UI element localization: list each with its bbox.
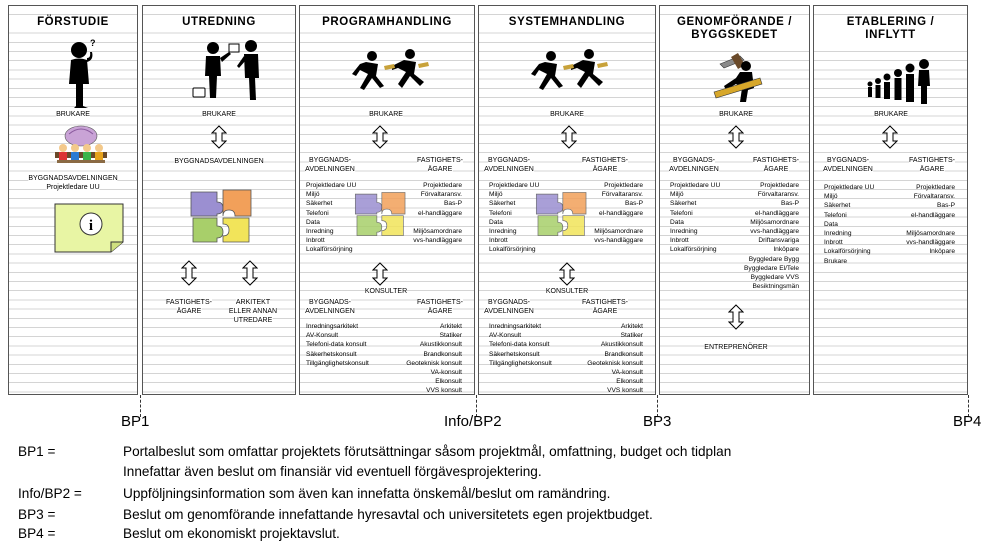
consultant-item: Telefoni-data konsult xyxy=(489,341,550,349)
milestone-bp2: Info/BP2 xyxy=(444,413,502,430)
consultant-item: Elkonsult xyxy=(616,378,643,386)
role-item: Säkerhet xyxy=(306,200,333,208)
role-item: el-handläggare xyxy=(599,209,643,217)
byggnads-label: BYGGNADS- xyxy=(308,299,352,306)
brukare-label: BRUKARE xyxy=(719,111,753,118)
column-title: FÖRSTUDIE xyxy=(9,15,137,30)
role-item: Lokalförsörjning xyxy=(489,246,536,254)
role-item: Data xyxy=(670,218,684,226)
byggnadsavdelningen-label: BYGGNADSAVDELNINGEN xyxy=(28,175,118,182)
consultant-item: Arkitekt xyxy=(440,323,462,330)
role-item: Projektledare UU xyxy=(306,182,357,189)
column-title-line: BYGGSKEDET xyxy=(691,29,778,41)
avdelningen-label: AVDELNINGEN xyxy=(823,166,873,173)
info-note-icon xyxy=(53,202,125,254)
byggnadsavdelningen-label: BYGGNADSAVDELNINGEN xyxy=(174,158,264,165)
agare-label: ÄGARE xyxy=(763,166,789,173)
role-list-byggnads xyxy=(670,181,720,255)
consultant-item: Inredningsarkitekt xyxy=(489,323,542,330)
role-item: Miljösamordnare xyxy=(750,218,799,226)
consultant-item: Tillgänglighetskonsult xyxy=(489,359,552,367)
legend-text: Beslut om ekonomiskt projektavslut. xyxy=(123,526,340,541)
column-title-line: INFLYTT xyxy=(865,29,916,41)
agare-label: ÄGARE xyxy=(427,308,453,315)
meeting-group-icon xyxy=(49,124,113,170)
role-list-fastighets xyxy=(906,183,955,257)
role-item: Förvaltaransv. xyxy=(757,191,799,199)
role-item: Säkerhet xyxy=(670,200,697,208)
consultant-item: VVS konsult xyxy=(426,387,462,395)
role-item: Förvaltaransv. xyxy=(420,191,462,199)
legend-key: BP3 = xyxy=(18,507,56,522)
avdelningen-label: AVDELNINGEN xyxy=(305,308,355,315)
fastighets-label: FASTIGHETS- xyxy=(909,157,955,164)
avdelningen-label: AVDELNINGEN xyxy=(484,166,534,173)
role-item: Data xyxy=(489,218,503,226)
avdelningen-label: AVDELNINGEN xyxy=(669,166,719,173)
role-item: Miljösamordnare xyxy=(906,229,955,237)
role-item: el-handläggare xyxy=(911,211,955,219)
consultant-item: Telefoni-data konsult xyxy=(306,341,367,349)
role-item: Inredning xyxy=(489,227,517,235)
double-arrow-icon xyxy=(882,125,898,149)
legend-key: BP4 = xyxy=(18,526,56,541)
consultant-item: Brandkonsult xyxy=(604,350,643,358)
role-item: Projektledare xyxy=(760,182,799,189)
discussing-people-icon xyxy=(191,38,269,102)
byggnads-label: BYGGNADS- xyxy=(672,157,716,164)
arkitekt-label: ARKITEKT xyxy=(235,299,271,306)
role-item: vvs-handläggare xyxy=(906,239,955,247)
consultant-item: AV-Konsult xyxy=(489,332,522,340)
konsulter-label: KONSULTER xyxy=(364,288,408,295)
fastighets-label: FASTIGHETS- xyxy=(582,299,628,306)
role-item: Miljö xyxy=(824,193,838,201)
role-item: Miljö xyxy=(306,191,320,199)
byggnads-label: BYGGNADS- xyxy=(487,299,531,306)
role-item: Inredning xyxy=(306,227,334,235)
legend-key: Info/BP2 = xyxy=(18,486,82,501)
consultant-item: Geoteknisk konsult xyxy=(406,359,462,367)
column-title-line: ETABLERING / xyxy=(846,16,935,28)
role-item: Bas-P xyxy=(444,200,462,208)
projektledare-uu-label: Projektledare UU xyxy=(46,184,100,191)
growing-people-icon xyxy=(864,54,940,106)
svg-text:?: ? xyxy=(90,38,96,48)
role-list-fastighets xyxy=(413,181,462,245)
puzzle-icon xyxy=(187,186,257,246)
fastighets-label: FASTIGHETS- xyxy=(582,157,628,164)
role-item: Inbrott xyxy=(306,237,325,245)
agare-label: ÄGARE xyxy=(592,308,618,315)
double-arrow-icon xyxy=(372,262,388,286)
role-list-fastighets xyxy=(594,181,643,245)
byggnads-label: BYGGNADS- xyxy=(487,157,531,164)
column-forstudie xyxy=(8,5,138,395)
role-item: vvs-handläggare xyxy=(750,227,799,235)
role-item: Lokalförsörjning xyxy=(670,246,717,254)
role-item: Miljö xyxy=(489,191,503,199)
column-title: SYSTEMHANDLING xyxy=(479,15,655,30)
agare-label: ÄGARE xyxy=(176,308,202,315)
running-people-icon xyxy=(527,48,611,94)
role-item: Data xyxy=(824,220,838,228)
consultant-item: Inredningsarkitekt xyxy=(306,323,359,330)
legend-text: Uppföljningsinformation som även kan innefatta önskemål/beslut om ramändring. xyxy=(123,486,611,501)
consultant-list-byggnads xyxy=(306,322,369,368)
avdelningen-label: AVDELNINGEN xyxy=(305,166,355,173)
column-title: UTREDNING xyxy=(143,15,295,30)
agare-label: ÄGARE xyxy=(427,166,453,173)
role-item: Inköpare xyxy=(773,246,799,254)
role-item: Telefoni xyxy=(489,209,512,217)
brukare-label: BRUKARE xyxy=(369,111,403,118)
role-item: Besiktningsmän xyxy=(752,283,799,291)
role-item: Miljö xyxy=(670,191,684,199)
role-list-byggnads xyxy=(306,181,356,255)
consultant-item: Akustikkonsult xyxy=(419,341,462,349)
role-item xyxy=(413,218,462,227)
brukare-label: BRUKARE xyxy=(550,111,584,118)
role-item xyxy=(594,218,643,227)
milestone-bp1: BP1 xyxy=(121,413,150,430)
fastighets-label: FASTIGHETS- xyxy=(417,157,463,164)
role-item: Bas-P xyxy=(937,202,955,210)
role-item: Lokalförsörjning xyxy=(306,246,353,254)
role-item: el-handläggare xyxy=(755,209,799,217)
konsulter-label: KONSULTER xyxy=(545,288,589,295)
column-title xyxy=(660,15,809,43)
role-item: Miljösamordnare xyxy=(594,227,643,235)
role-list-byggnads xyxy=(824,183,874,266)
role-item: Driftansvariga xyxy=(758,237,799,245)
role-item: Lokalförsörjning xyxy=(824,248,871,256)
utredare-label: UTREDARE xyxy=(233,317,273,324)
role-list-byggnads xyxy=(489,181,539,255)
role-item: Inbrott xyxy=(670,237,689,245)
role-item: Inbrott xyxy=(824,239,843,247)
role-item: Byggledare VVS xyxy=(750,273,799,281)
legend-text: Innefattar även beslut om finansiär vid eventuell förgävesprojektering. xyxy=(123,464,542,479)
puzzle-icon xyxy=(533,188,591,240)
role-item: Säkerhet xyxy=(824,202,851,210)
double-arrow-icon xyxy=(561,125,577,149)
column-genomforande xyxy=(659,5,810,395)
role-item: Projektledare UU xyxy=(824,184,875,191)
column-systemhandling xyxy=(478,5,656,395)
brukare-label: BRUKARE xyxy=(56,111,90,118)
legend-text: Beslut om genomförande innefattande hyresavtal och universitetets egen projektbudget. xyxy=(123,507,653,522)
role-item: Projektledare UU xyxy=(489,182,540,189)
puzzle-icon xyxy=(352,188,410,240)
role-item: vvs-handläggare xyxy=(594,237,643,245)
consultant-list-byggnads xyxy=(489,322,552,368)
consultant-item: Tillgänglighetskonsult xyxy=(306,359,369,367)
fastighets-label: FASTIGHETS- xyxy=(417,299,463,306)
legend-text: Portalbeslut som omfattar projektets förutsättningar såsom projektmål, omfattning, budget och tidplan xyxy=(123,444,732,459)
consultant-item: VVS konsult xyxy=(607,387,643,395)
role-item: Bas-P xyxy=(625,200,643,208)
legend-key: BP1 = xyxy=(18,444,56,459)
role-item: Telefoni xyxy=(306,209,329,217)
brukare-label: BRUKARE xyxy=(202,111,236,118)
agare-label: ÄGARE xyxy=(592,166,618,173)
agare-label: ÄGARE xyxy=(919,166,945,173)
role-item: Inköpare xyxy=(929,248,955,256)
role-item: Projektledare xyxy=(423,182,462,189)
avdelningen-label: AVDELNINGEN xyxy=(484,308,534,315)
role-item: Projektledare xyxy=(604,182,643,189)
fastighets-label: FASTIGHETS- xyxy=(166,299,212,306)
consultant-list-fastighets xyxy=(587,322,643,395)
role-item: Byggledare Bygg xyxy=(748,255,799,263)
role-item: Inredning xyxy=(824,229,852,237)
role-item xyxy=(906,220,955,229)
role-item: Inredning xyxy=(670,227,698,235)
role-item: Miljösamordnare xyxy=(413,227,462,235)
byggnads-label: BYGGNADS- xyxy=(826,157,870,164)
running-people-icon xyxy=(348,48,432,94)
consultant-item: Säkerhetskonsult xyxy=(306,350,357,358)
fastighets-label: FASTIGHETS- xyxy=(753,157,799,164)
role-item: Projektledare UU xyxy=(670,182,721,189)
role-item: Data xyxy=(306,218,320,226)
role-item: Projektledare xyxy=(916,184,955,191)
construction-worker-icon xyxy=(710,50,768,106)
consultant-item: Brandkonsult xyxy=(423,350,462,358)
role-item: Förvaltaransv. xyxy=(913,193,955,201)
role-item: Brukare xyxy=(824,257,848,265)
consultant-item: Säkerhetskonsult xyxy=(489,350,540,358)
role-item: Telefoni xyxy=(824,211,847,219)
thinking-person-icon xyxy=(54,38,104,110)
consultant-item: VA-konsult xyxy=(430,368,462,376)
consultant-item: Akustikkonsult xyxy=(600,341,643,349)
double-arrow-icon xyxy=(559,262,575,286)
double-arrow-icon xyxy=(181,260,197,286)
consultant-list-fastighets xyxy=(406,322,462,395)
role-item: Telefoni xyxy=(670,209,693,217)
role-item: Inbrott xyxy=(489,237,508,245)
role-item: vvs-handläggare xyxy=(413,237,462,245)
byggnads-label: BYGGNADS- xyxy=(308,157,352,164)
role-item: Bas-P xyxy=(781,200,799,208)
milestone-bp3: BP3 xyxy=(643,413,672,430)
info-icon-letter: i xyxy=(88,218,94,234)
eller-annan-label: ELLER ANNAN xyxy=(228,308,278,315)
role-item: Byggledare El/Tele xyxy=(744,264,799,272)
double-arrow-icon xyxy=(728,304,744,330)
brukare-label: BRUKARE xyxy=(874,111,908,118)
role-item: el-handläggare xyxy=(418,209,462,217)
column-utredning xyxy=(142,5,296,395)
consultant-item: Statiker xyxy=(439,332,462,340)
double-arrow-icon xyxy=(211,125,227,149)
role-list-fastighets xyxy=(744,181,799,291)
milestone-bp4: BP4 xyxy=(953,413,982,430)
consultant-item: VA-konsult xyxy=(611,368,643,376)
column-programhandling xyxy=(299,5,475,395)
consultant-item: Statiker xyxy=(620,332,643,340)
double-arrow-icon xyxy=(372,125,388,149)
column-title: PROGRAMHANDLING xyxy=(300,15,474,30)
consultant-item: Geoteknisk konsult xyxy=(587,359,643,367)
consultant-item: Elkonsult xyxy=(435,378,462,386)
double-arrow-icon xyxy=(242,260,258,286)
consultant-item: Arkitekt xyxy=(621,323,643,330)
consultant-item: AV-Konsult xyxy=(306,332,339,340)
column-etablering xyxy=(813,5,968,395)
role-item: Säkerhet xyxy=(489,200,516,208)
column-title-line: GENOMFÖRANDE / xyxy=(676,16,793,28)
entreprenorer-label: ENTREPRENÖRER xyxy=(704,344,768,351)
role-item: Förvaltaransv. xyxy=(601,191,643,199)
column-title xyxy=(814,15,967,43)
double-arrow-icon xyxy=(728,125,744,149)
